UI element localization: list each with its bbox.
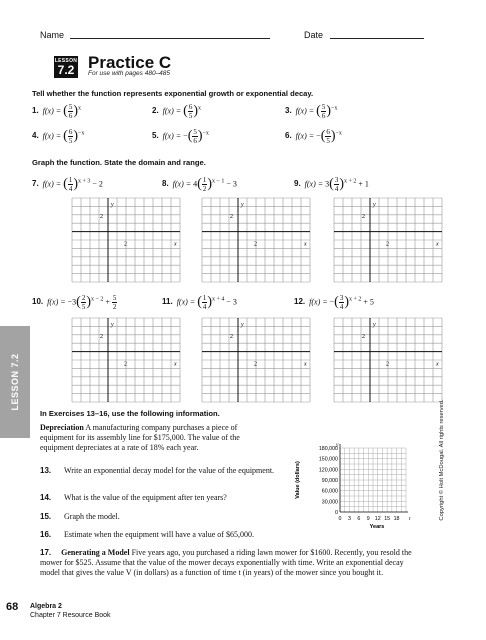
problem-10: 10. f(x) = −3( $\frac{2}{5}$ )$^{x - 2}$ + $\frac{5}{2}$ (32, 294, 117, 311)
grid-tick-x: 2 (124, 241, 127, 248)
page-number: 68 (6, 601, 19, 613)
problem-number: 6. (285, 131, 292, 141)
problem-constant: − 3 (224, 179, 237, 189)
problem-lhs: f(x) = (42, 106, 62, 116)
value-axis-label: Value (dollars) (295, 461, 301, 499)
value-graph-y-letter: y (336, 442, 339, 448)
value-graph-x-tick: 15 (384, 516, 391, 522)
grid-x-label: x (174, 241, 177, 248)
problem-constant: + 1 (356, 179, 369, 189)
exercise-number: 14. (40, 493, 52, 502)
value-graph-y-tick: 0 (335, 510, 338, 516)
exercise-text: Graph the model. (64, 512, 120, 521)
exercise-text: Estimate when the equipment will have a value of $65,000. (64, 530, 254, 539)
frac-denominator: 6 (68, 112, 73, 120)
coordinate-grid-8[interactable] (202, 198, 310, 282)
lesson-badge-label: LESSON (54, 58, 78, 64)
problem-number: 3. (285, 106, 292, 116)
grid-tick-y: 2 (100, 333, 103, 340)
problem-sign: − (316, 131, 321, 141)
frac-numerator: 6 (188, 103, 193, 111)
problem-exponent: −x (335, 130, 342, 137)
problem-coefficient: 4 (193, 179, 198, 189)
grid-y-label: y (241, 322, 244, 328)
problem-1: 1. f(x) = ( $\frac{5}{6}$ )$^x$ (32, 103, 82, 120)
problem-exponent: −x (331, 105, 338, 112)
grid-tick-y: 2 (230, 213, 233, 220)
depreciation-text: A manufacturing company purchases a piece of equipment for its assembly line for $175,000. The value of the equipment depreciates at a rate of 18% each year. (40, 423, 240, 452)
problem-constant: + 5 (361, 297, 374, 307)
copyright-notice (436, 380, 448, 540)
grid-x-label: x (436, 241, 439, 248)
exercise-text: What is the value of the equipment after ten years? (64, 493, 227, 502)
frac-numerator: 1 (202, 294, 207, 302)
grid-tick-y: 2 (362, 333, 365, 340)
problem-number: 10. (32, 297, 44, 307)
problem-coefficient: −3 (67, 297, 77, 307)
problem-number: 9. (294, 179, 301, 189)
coordinate-grid-10[interactable] (72, 318, 180, 402)
problem-8: 8. f(x) = 4( $\frac{1}{2}$ )$^{x - 1}$ − 3 (162, 176, 237, 193)
problem-number: 1. (32, 106, 39, 116)
value-graph-x-tick: 0 (338, 516, 342, 522)
grid-y-label: y (111, 202, 114, 208)
frac-numerator: 5 (68, 103, 73, 111)
frac-numerator: 1 (68, 176, 73, 184)
problem-12: 12. f(x) = −( $\frac{3}{4}$ )$^{x + 2}$ + 5 (294, 294, 374, 311)
problem-number: 7. (32, 179, 39, 189)
date-label: Date (304, 30, 324, 40)
problem-lhs: f(x) = (42, 179, 62, 189)
problem-number: 11. (162, 297, 173, 307)
section1-instruction: Tell whether the function represents exponential growth or exponential decay. (32, 89, 314, 98)
footer-book: Algebra 2 (30, 603, 62, 610)
problem-exponent: −x (78, 130, 85, 137)
exercise-15 (40, 512, 280, 522)
frac-numerator: 6 (68, 128, 73, 136)
grid-y-label: y (111, 322, 114, 328)
grid-tick-y: 2 (230, 333, 233, 340)
grid-tick-x: 2 (386, 361, 389, 368)
grid-x-label: x (174, 361, 177, 368)
exercise-16 (40, 530, 420, 540)
name-line[interactable] (70, 38, 270, 39)
section3-instruction: In Exercises 13–16, use the following information. (40, 409, 220, 418)
footer-chapter: Chapter 7 Resource Book (30, 612, 111, 619)
problem-exponent: −x (202, 130, 209, 137)
value-graph-x-tick: 9 (366, 516, 370, 522)
frac-numerator: 5 (321, 103, 326, 111)
exercise-13 (40, 466, 280, 476)
problem-2: 2. f(x) = ( $\frac{6}{5}$ )$^x$ (152, 103, 202, 120)
grid-tick-x: 2 (254, 361, 257, 368)
problem-17-text: Five years ago, you purchased a riding lawn mower for $1600. Recently, you resold the mower for $525. Assume that the value of the mower decays exponentially with time. Write an exponential decay model that gives the value V (in dollars) as a function of time t (in years) of the mower since you bought it. (40, 548, 412, 577)
date-line[interactable] (330, 38, 424, 39)
problem-exponent: x + 4 (212, 296, 225, 303)
problem-5: 5. f(x) = −( $\frac{5}{6}$ )$^{-x}$ (152, 128, 209, 145)
coordinate-grid-11[interactable] (202, 318, 310, 402)
grid-tick-x: 2 (254, 241, 257, 248)
value-graph-y-tick: 30,000 (321, 499, 338, 506)
frac-denominator: 4 (68, 185, 73, 193)
frac-denominator: 4 (334, 185, 339, 193)
frac-numerator: 1 (202, 176, 207, 184)
frac-denominator: 2 (112, 303, 117, 311)
name-label: Name (40, 30, 65, 40)
side-tab-label: LESSON 7.2 (10, 353, 20, 411)
grid-y-label: y (373, 322, 376, 328)
problem-constant: − 3 (224, 297, 237, 307)
problem-number: 4. (32, 131, 39, 141)
frac-denominator: 2 (202, 185, 207, 193)
problem-coefficient: 3 (325, 179, 330, 189)
coordinate-grid-12[interactable] (334, 318, 442, 402)
exercise-number: 16. (40, 530, 52, 539)
problem-sign: − (183, 131, 188, 141)
problem-9: 9. f(x) = 3( $\frac{3}{4}$ )$^{x + 2}$ + 1 (294, 176, 369, 193)
problem-lhs: f(x) = (42, 131, 62, 141)
frac-numerator: 5 (193, 128, 197, 136)
problem-exponent: x − 2 (90, 296, 104, 303)
frac-numerator: 3 (339, 294, 344, 302)
problem-lhs: f(x) = (295, 131, 315, 141)
lesson-badge (54, 56, 78, 78)
exercise-number: 15. (40, 512, 52, 521)
frac-denominator: 6 (193, 137, 197, 145)
value-graph-y-tick: 120,000 (318, 467, 338, 474)
grid-tick-y: 2 (100, 213, 103, 220)
problem-exponent: x + 2 (344, 178, 357, 185)
problem-exponent: x (78, 105, 82, 112)
frac-denominator: 5 (68, 137, 73, 145)
problem-6: 6. f(x) = −( $\frac{6}{5}$ )$^{-x}$ (285, 128, 342, 145)
frac-denominator: 4 (339, 303, 344, 311)
problem-3: 3. f(x) = ( $\frac{5}{6}$ )$^{-x}$ (285, 103, 338, 120)
exercise-14 (40, 493, 280, 503)
problem-11: 11. f(x) = ( $\frac{1}{4}$ )$^{x + 4}$ − 3 (162, 294, 237, 311)
problem-number: 8. (162, 179, 169, 189)
problem-lhs: f(x) = (162, 106, 182, 116)
page-subtitle: For use with pages 480–485 (88, 70, 171, 77)
problem-exponent: x (198, 105, 202, 112)
exercise-text: Write an exponential decay model for the value of the equipment. (64, 466, 275, 475)
problem-coefficient: − (329, 297, 335, 307)
problem-lhs: f(x) = (295, 106, 315, 116)
value-graph-x-tick: 6 (357, 516, 361, 522)
grid-tick-y: 2 (362, 213, 365, 220)
frac-denominator: 5 (81, 303, 86, 311)
grid-tick-x: 2 (124, 361, 127, 368)
problem-17-title: Generating a Model (61, 548, 130, 557)
frac-denominator: 4 (202, 303, 207, 311)
value-graph-x-label: Years (369, 524, 385, 530)
grid-x-label: x (304, 361, 307, 368)
problem-exponent: x + 3 (78, 178, 91, 185)
grid-y-label: y (241, 202, 244, 208)
depreciation-paragraph (40, 423, 272, 453)
grid-x-label: x (436, 361, 439, 368)
grid-x-label: x (304, 241, 307, 248)
grid-tick-x: 2 (386, 241, 389, 248)
value-graph-x-tick: 3 (347, 516, 351, 522)
frac-numerator: 6 (326, 128, 330, 136)
problem-number: 12. (294, 297, 306, 307)
frac-numerator: 2 (81, 294, 86, 302)
problem-constant: − 2 (90, 179, 103, 189)
problem-constant-fraction (112, 294, 118, 311)
problem-exponent: x + 2 (348, 296, 362, 303)
frac-denominator: 6 (321, 112, 326, 120)
frac-numerator: 3 (334, 176, 339, 184)
grid-y-label: y (373, 202, 376, 208)
frac-denominator: 5 (326, 137, 330, 145)
problem-lhs: f(x) = (176, 297, 196, 307)
problem-lhs: f(x) = (162, 131, 182, 141)
depreciation-title: Depreciation (40, 423, 84, 432)
value-graph-y-tick: 90,000 (321, 478, 338, 484)
coordinate-grid-7[interactable] (72, 198, 180, 282)
page-title: Practice C (88, 53, 172, 72)
value-graph-y-tick: 180,000 (318, 446, 338, 452)
coordinate-grid-9[interactable] (334, 198, 442, 282)
problem-4: 4. f(x) = ( $\frac{6}{5}$ )$^{-x}$ (32, 128, 85, 145)
problem-exponent: x − 1 (212, 178, 225, 185)
problem-constant: + (103, 297, 110, 307)
exercise-number: 13. (40, 466, 52, 475)
frac-denominator: 5 (188, 112, 193, 120)
value-graph-x-letter: t (409, 516, 411, 522)
problem-lhs: f(x) = (309, 297, 328, 307)
value-graph-y-tick: 60,000 (321, 488, 338, 495)
problem-lhs: f(x) = (304, 179, 324, 189)
section2-instruction: Graph the function. State the domain and range. (32, 158, 206, 167)
value-graph[interactable] (290, 438, 410, 530)
problem-7: 7. f(x) = ( $\frac{1}{4}$ )$^{x + 3}$ − 2 (32, 176, 103, 193)
problem-17 (40, 548, 416, 578)
lesson-badge-number: 7.2 (57, 63, 75, 77)
value-graph-x-tick: 12 (374, 516, 381, 522)
value-graph-y-tick: 150,000 (318, 456, 338, 463)
copyright-text: Copyright © Holt McDougal. All rights reserved. (439, 399, 445, 521)
problem-lhs: f(x) = (172, 179, 192, 189)
problem-number: 5. (152, 131, 159, 141)
lesson-side-tab (0, 326, 30, 438)
value-graph-x-tick: 18 (393, 516, 400, 522)
frac-numerator: 5 (112, 294, 117, 302)
problem-lhs: f(x) = (47, 297, 66, 307)
problem-17-number: 17. (40, 548, 52, 557)
problem-number: 2. (152, 106, 159, 116)
